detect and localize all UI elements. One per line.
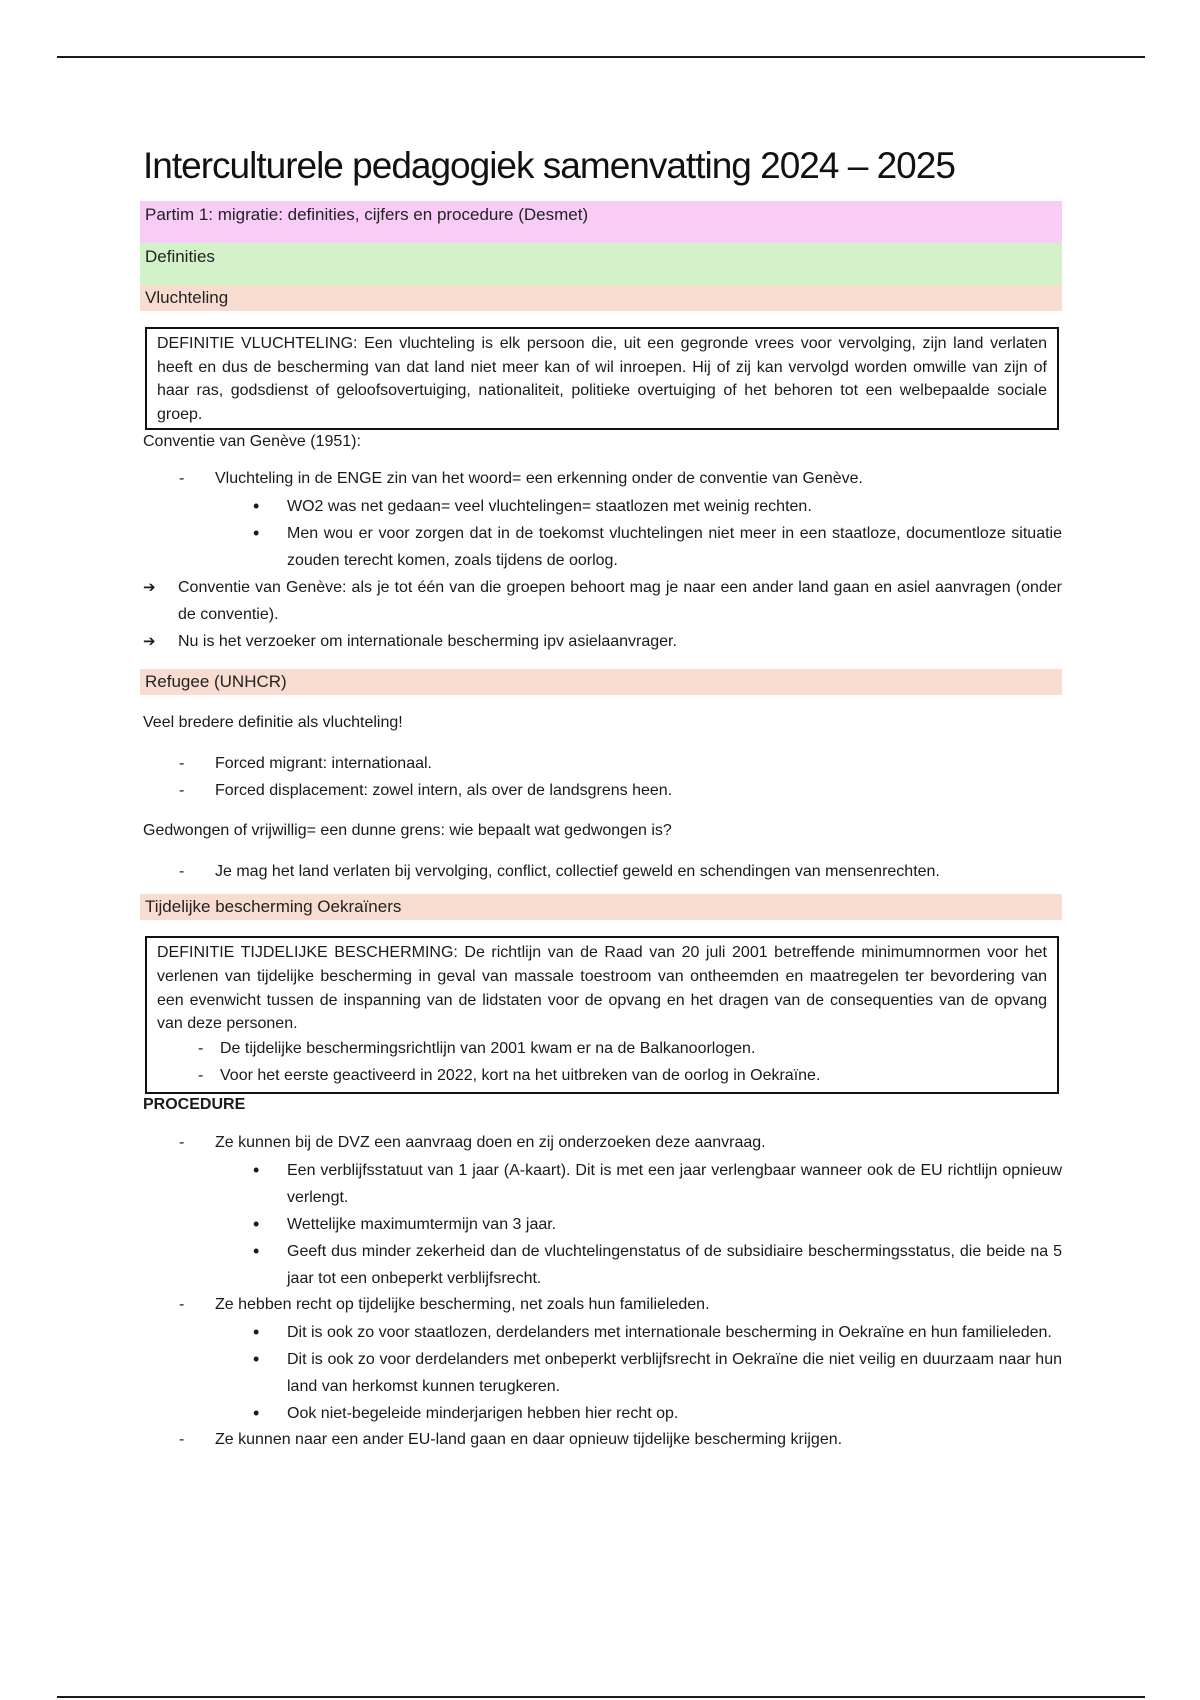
document-page <box>140 145 1062 1454</box>
refugee-intro: Veel bredere definitie als vluchteling! <box>143 714 403 732</box>
list-item: • Dit is ook zo voor staatlozen, derdelanders met internationale bescherming in Oekraïne en hun familieleden. <box>140 1319 1062 1346</box>
list-item: - Voor het eerste geactiveerd in 2022, kort na het uitbreken van de oorlog in Oekraïne. <box>157 1063 1047 1088</box>
list-item: ➔ Conventie van Genève: als je tot één van die groepen behoort mag je naar een ander land gaan en asiel aanvragen (onder de conventie). <box>140 574 1062 628</box>
conventie-label: Conventie van Genève (1951): <box>143 433 361 451</box>
top-rule <box>57 56 1145 58</box>
refugee-list-2 <box>140 859 1062 884</box>
heading-tijdelijke-bescherming: Tijdelijke bescherming Oekraïners <box>140 894 1062 920</box>
list-item: - Ze kunnen bij de DVZ een aanvraag doen en zij onderzoeken deze aanvraag. <box>140 1130 1062 1155</box>
definition-box-tijdelijk <box>145 936 1059 1093</box>
definition-text: DEFINITIE TIJDELIJKE BESCHERMING: De richtlijn van de Raad van 20 juli 2001 betreffende minimumnormen voor het verlenen van tijdelijke bescherming in geval van massale toestroom van ontheemden en maatregelen ter bevordering van een evenwicht tussen de inspanning van de lidstaten voor de opvang en het dragen van de consequenties van de opvang van deze personen. <box>157 944 1047 1033</box>
bottom-rule <box>57 1696 1145 1698</box>
list-item: • Geeft dus minder zekerheid dan de vluchtelingenstatus of de subsidiaire beschermingsstatus, die beide na 5 jaar tot een onbeperkt verblijfsrecht. <box>140 1238 1062 1292</box>
list-item: ➔ Nu is het verzoeker om internationale bescherming ipv asielaanvrager. <box>140 628 1062 655</box>
heading-procedure: PROCEDURE <box>143 1095 246 1113</box>
list-item: - Ze kunnen naar een ander EU-land gaan en daar opnieuw tijdelijke bescherming krijgen. <box>140 1427 1062 1452</box>
list-item: - Forced displacement: zowel intern, als over de landsgrens heen. <box>140 778 1062 803</box>
list-item: • Ook niet-begeleide minderjarigen hebben hier recht op. <box>140 1400 1062 1427</box>
heading-refugee: Refugee (UNHCR) <box>140 669 1062 695</box>
list-item: • Een verblijfsstatuut van 1 jaar (A-kaart). Dit is met een jaar verlengbaar wanneer ook de EU richtlijn opnieuw verlengt. <box>140 1157 1062 1211</box>
conventie-list <box>140 466 1062 655</box>
list-item: - De tijdelijke beschermingsrichtlijn van 2001 kwam er na de Balkanoorlogen. <box>157 1036 1047 1061</box>
heading-vluchteling: Vluchteling <box>140 285 1062 311</box>
document-title: Interculturele pedagogiek samenvatting 2024 – 2025 <box>143 145 955 186</box>
definition-box-vluchteling <box>145 327 1059 430</box>
list-item: • WO2 was net gedaan= veel vluchtelingen= staatlozen met weinig rechten. <box>140 493 1062 520</box>
heading-definities: Definities <box>140 243 1062 285</box>
list-item: - Je mag het land verlaten bij vervolging, conflict, collectief geweld en schendingen van mensenrechten. <box>140 859 1062 884</box>
list-item: - Ze hebben recht op tijdelijke bescherming, net zoals hun familieleden. <box>140 1292 1062 1317</box>
list-item: • Dit is ook zo voor derdelanders met onbeperkt verblijfsrecht in Oekraïne die niet veilig en duurzaam naar hun land van herkomst kunnen terugkeren. <box>140 1346 1062 1400</box>
list-item: • Men wou er voor zorgen dat in de toekomst vluchtelingen niet meer in een staatloze, documentloze situatie zouden terecht komen, zoals tijdens de oorlog. <box>140 520 1062 574</box>
procedure-list <box>140 1130 1062 1452</box>
list-item: • Wettelijke maximumtermijn van 3 jaar. <box>140 1211 1062 1238</box>
refugee-question: Gedwongen of vrijwillig= een dunne grens: wie bepaalt wat gedwongen is? <box>143 822 672 840</box>
list-item: - Forced migrant: internationaal. <box>140 751 1062 776</box>
refugee-list <box>140 751 1062 803</box>
definition-text: DEFINITIE VLUCHTELING: Een vluchteling is elk persoon die, uit een gegronde vrees voor vervolging, zijn land verlaten heeft en dus de bescherming van dat land niet meer kan of wil inroepen. Hij of zij kan vervolgd worden omwille van zijn of haar ras, godsdienst of geloofsovertuiging, nationaliteit, politieke overtuiging of het behoren tot een welbepaalde sociale groep. <box>157 335 1047 423</box>
list-item: - Vluchteling in de ENGE zin van het woord= een erkenning onder de conventie van Genève. <box>140 466 1062 491</box>
heading-partim: Partim 1: migratie: definities, cijfers en procedure (Desmet) <box>140 201 1062 243</box>
